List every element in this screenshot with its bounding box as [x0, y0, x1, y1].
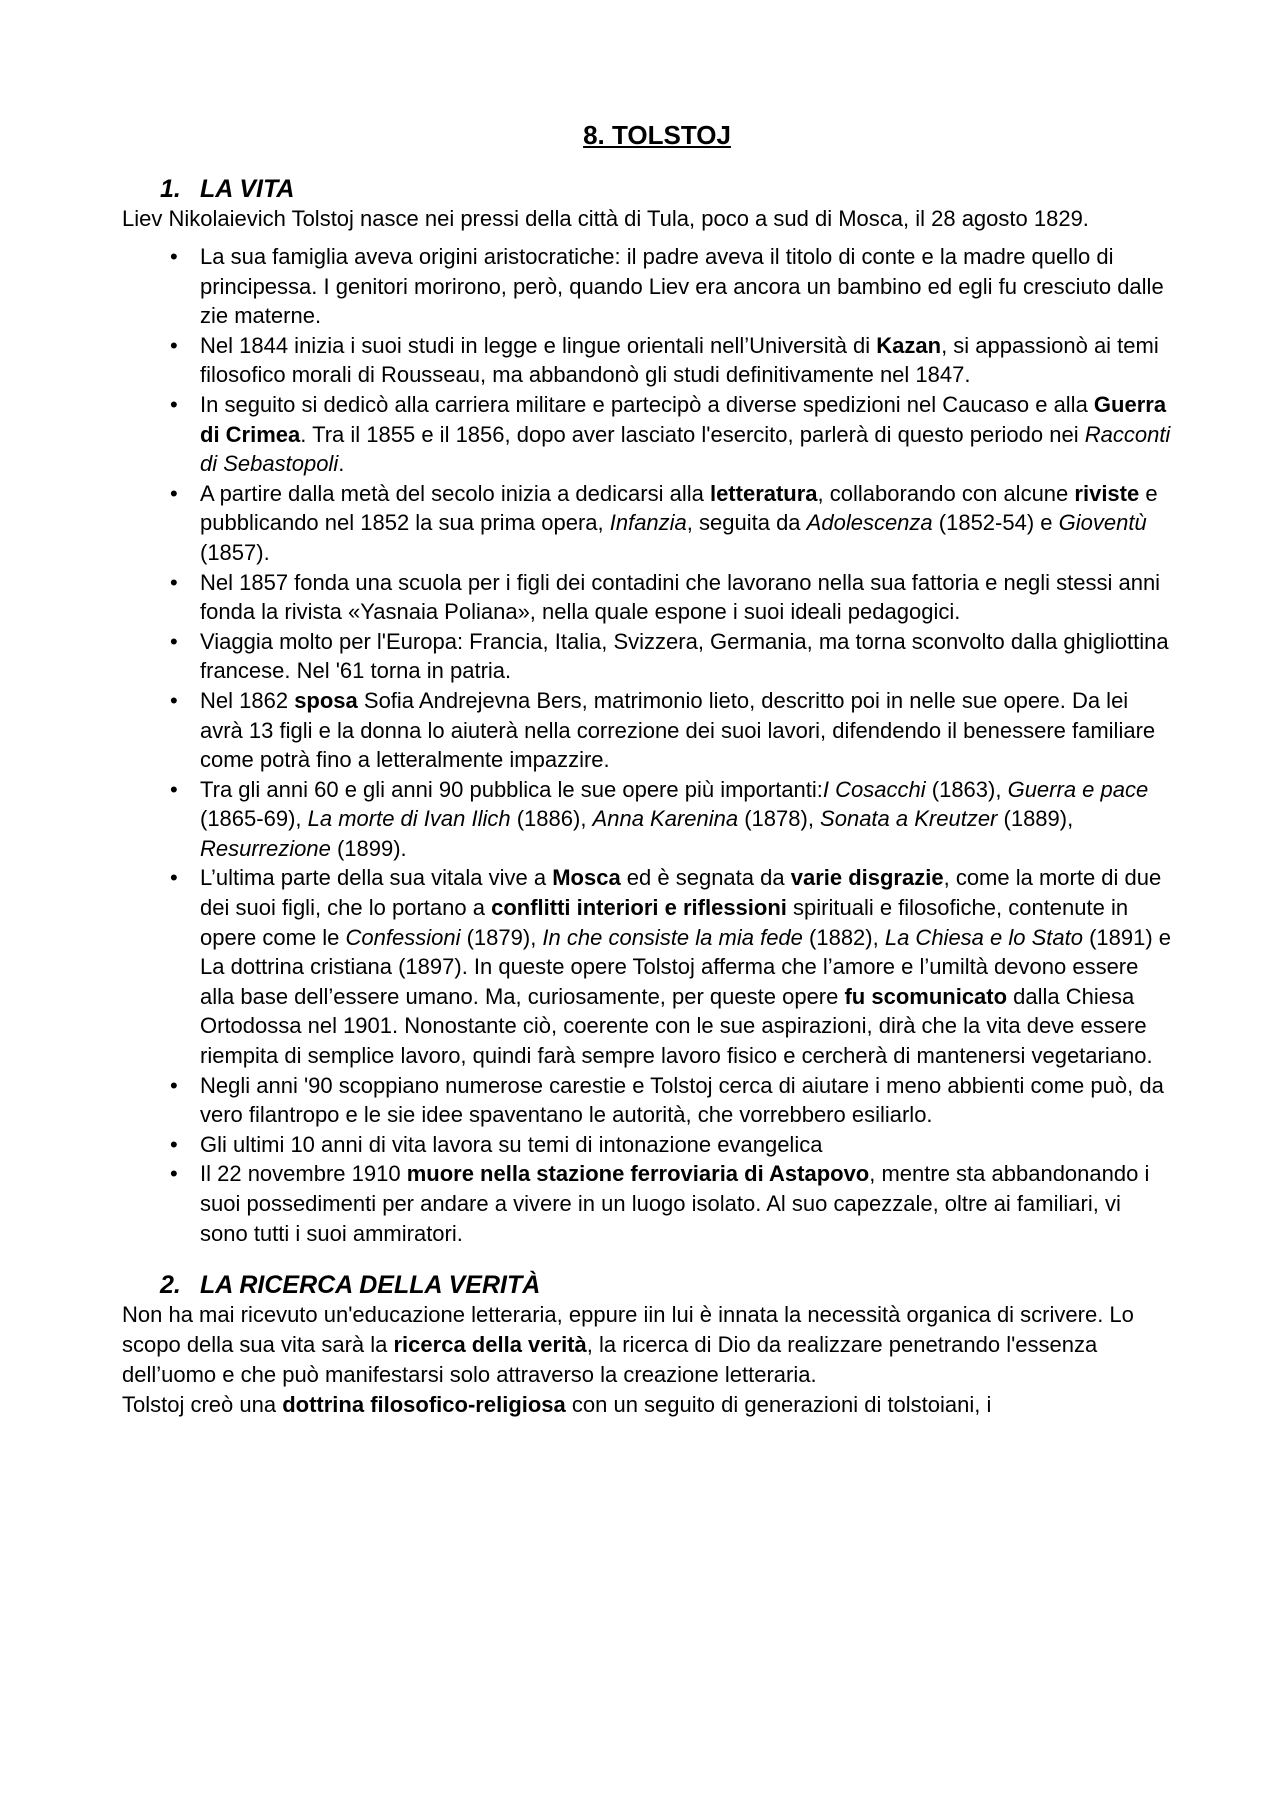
text-run: con un seguito di generazioni di tolstoiani, i: [565, 1392, 992, 1418]
text-run: L’ultima parte della sua vitala vive a: [200, 865, 553, 891]
text-run: spirituali e filosofiche, contenute in opere come le: [200, 895, 1129, 950]
text-run: (1852-54) e: [932, 510, 1059, 536]
text-run: e pubblicando nel 1852 la sua prima opera,: [200, 480, 1158, 536]
section-number: 2.: [160, 1271, 181, 1300]
text-run: , si appassionò ai temi filosofico morali di Rousseau, ma abbandonò gli studi definitivamente nel 1847.: [200, 332, 1159, 388]
italic-title: Confessioni: [345, 924, 461, 950]
text-run: (1863),: [925, 776, 1008, 802]
text-run: Tolstoj creò una: [122, 1392, 283, 1418]
italic-title: La morte di Ivan Ilich: [307, 806, 511, 832]
list-item: [200, 775, 1172, 864]
italic-title: I Cosacchi: [822, 776, 926, 802]
italic-title: Gioventù: [1058, 510, 1147, 536]
bold-text: fu scomunicato: [844, 983, 1008, 1009]
list-item: [200, 627, 1172, 686]
bold-text: Kazan: [876, 332, 942, 358]
section-title: LA RICERCA DELLA VERITÀ: [200, 1271, 541, 1300]
text-run: (1878),: [738, 806, 821, 832]
italic-title: La Chiesa e lo Stato: [884, 924, 1083, 950]
text-run: (1891) e La dottrina cristiana (1897). In queste opere Tolstoj afferma che l’amore e l’umiltà devono essere alla base dell’essere umano. Ma, curiosamente, per queste opere: [200, 924, 1172, 1009]
text-run: Non ha mai ricevuto un'educazione letteraria, eppure iin lui è innata la necessità organica di scrivere. Lo scopo della sua vita sarà la: [122, 1302, 1134, 1358]
section-number: 1.: [160, 175, 181, 203]
text-run: Nel 1844 inizia i suoi studi in legge e lingue orientali nell’Università di: [200, 332, 877, 358]
paragraph: [122, 1390, 1172, 1420]
bold-text: dottrina filosofico-religiosa: [282, 1392, 566, 1418]
text-run: , seguita da: [686, 510, 807, 536]
bold-text: Guerra di Crimea: [200, 391, 1167, 447]
text-run: , mentre sta abbandonando i suoi possedimenti per andare a vivere in un luogo isolato. Al suo capezzale, oltre ai familiari, vi sono tutti i suoi ammiratori.: [200, 1161, 1150, 1246]
text-run: , la ricerca di Dio da realizzare penetrando l'essenza dell’uomo e che può manifestarsi solo attraverso la creazione letteraria.: [122, 1332, 1098, 1388]
text-run: (1865-69),: [200, 806, 308, 832]
list-item: [200, 242, 1172, 331]
document-page: [122, 118, 1172, 1420]
document-title: 8. TOLSTOJ: [583, 120, 731, 150]
intro-paragraph: Liev Nikolaievich Tolstoj nasce nei pressi della città di Tula, poco a sud di Mosca, il 28 agosto 1829.: [122, 206, 1089, 231]
bold-text: letteratura: [709, 480, 818, 506]
section-spacer: [122, 1248, 1172, 1270]
text-run: Tra gli anni 60 e gli anni 90 pubblica le sue opere più importanti:: [200, 776, 823, 802]
italic-title: Adolescenza: [806, 510, 933, 536]
text-run: . Tra il 1855 e il 1856, dopo aver lasciato l'esercito, parlerà di questo periodo nei: [300, 421, 1085, 447]
italic-title: Resurrezione: [200, 835, 331, 861]
list-item: [200, 390, 1172, 479]
list-item: [200, 479, 1172, 568]
text-run: Il 22 novembre 1910: [200, 1161, 407, 1187]
text-run: A partire dalla metà del secolo inizia a dedicarsi alla: [200, 480, 710, 506]
text-run: (1879),: [460, 924, 543, 950]
italic-title: Anna Karenina: [592, 806, 739, 832]
list-item: [200, 1159, 1172, 1248]
text-run: Gli ultimi 10 anni di vita lavora su temi di intonazione evangelica: [200, 1131, 823, 1157]
list-item: [200, 1071, 1172, 1130]
section-heading-la-vita: [122, 174, 1172, 204]
bold-text: Mosca: [552, 865, 621, 891]
text-run: (1889),: [997, 806, 1074, 832]
text-run: ed è segnata da: [620, 865, 791, 891]
text-run: Sofia Andrejevna Bers, matrimonio lieto, descritto poi in nelle sue opere. Da lei avrà 13 figli e la donna lo aiuterà nella correzione dei suoi lavori, difendendo il benessere familiare come potrà fino a letteralmente impazzire.: [200, 687, 1156, 773]
list-item: [200, 568, 1172, 627]
text-run: , collaborando con alcune: [817, 480, 1075, 506]
text-run: (1886),: [510, 806, 593, 832]
text-run: .: [338, 451, 345, 477]
italic-title: Racconti di Sebastopoli: [200, 421, 1171, 477]
text-run: Nel 1857 fonda una scuola per i figli dei contadini che lavorano nella sua fattoria e negli stessi anni fonda la rivista «Yasnaia Poliana», nella quale espone i suoi ideali pedagogici.: [200, 569, 1161, 625]
text-run: Negli anni '90 scoppiano numerose carestie e Tolstoj cerca di aiutare i meno abbienti come può, da vero filantropo e le sie idee spaventano le autorità, che vorrebbero esiliarlo.: [200, 1072, 1164, 1128]
bold-text: conflitti interiori e riflessioni: [491, 895, 787, 921]
text-run: La sua famiglia aveva origini aristocratiche: il padre aveva il titolo di conte e la madre quello di principessa. I genitori morirono, però, quando Liev era ancora un bambino ed egli fu cresciuto dalle zie materne.: [200, 244, 1164, 329]
text-run: dalla Chiesa Ortodossa nel 1901. Nonostante ciò, coerente con le sue aspirazioni, dirà che la vita deve essere riempita di semplice lavoro, quindi farà sempre lavoro fisico e cercherà di mantenersi vegetariano.: [200, 983, 1153, 1069]
text-run: (1857).: [200, 539, 270, 565]
text-run: Viaggia molto per l'Europa: Francia, Italia, Svizzera, Germania, ma torna sconvolto dalla ghigliottina francese. Nel '61 torna in patria.: [200, 628, 1169, 684]
bold-text: varie disgrazie: [790, 865, 944, 891]
section-title: LA VITA: [200, 175, 295, 203]
list-item: [200, 1130, 1172, 1160]
bold-text: riviste: [1074, 480, 1140, 506]
list-item: [200, 686, 1172, 775]
section-heading-ricerca-verita: [122, 1270, 1172, 1300]
italic-title: In che consiste la mia fede: [542, 924, 803, 950]
biography-list: [122, 242, 1172, 1248]
paragraph: [122, 1300, 1172, 1390]
italic-title: Guerra e pace: [1007, 776, 1149, 802]
bold-text: ricerca della verità: [393, 1332, 587, 1358]
italic-title: Sonata a Kreutzer: [820, 806, 998, 832]
italic-title: Infanzia: [609, 510, 687, 536]
text-run: , come la morte di due dei suoi figli, che lo portano a: [200, 865, 1162, 921]
text-run: Nel 1862: [200, 687, 295, 713]
list-item: [200, 863, 1172, 1070]
text-run: (1899).: [330, 835, 407, 861]
list-item: [200, 331, 1172, 390]
bold-text: sposa: [294, 687, 358, 713]
text-run: In seguito si dedicò alla carriera militare e partecipò a diverse spedizioni nel Caucaso e alla: [200, 391, 1094, 417]
bold-text: muore nella stazione ferroviaria di Astapovo: [406, 1161, 870, 1187]
text-run: (1882),: [802, 924, 885, 950]
